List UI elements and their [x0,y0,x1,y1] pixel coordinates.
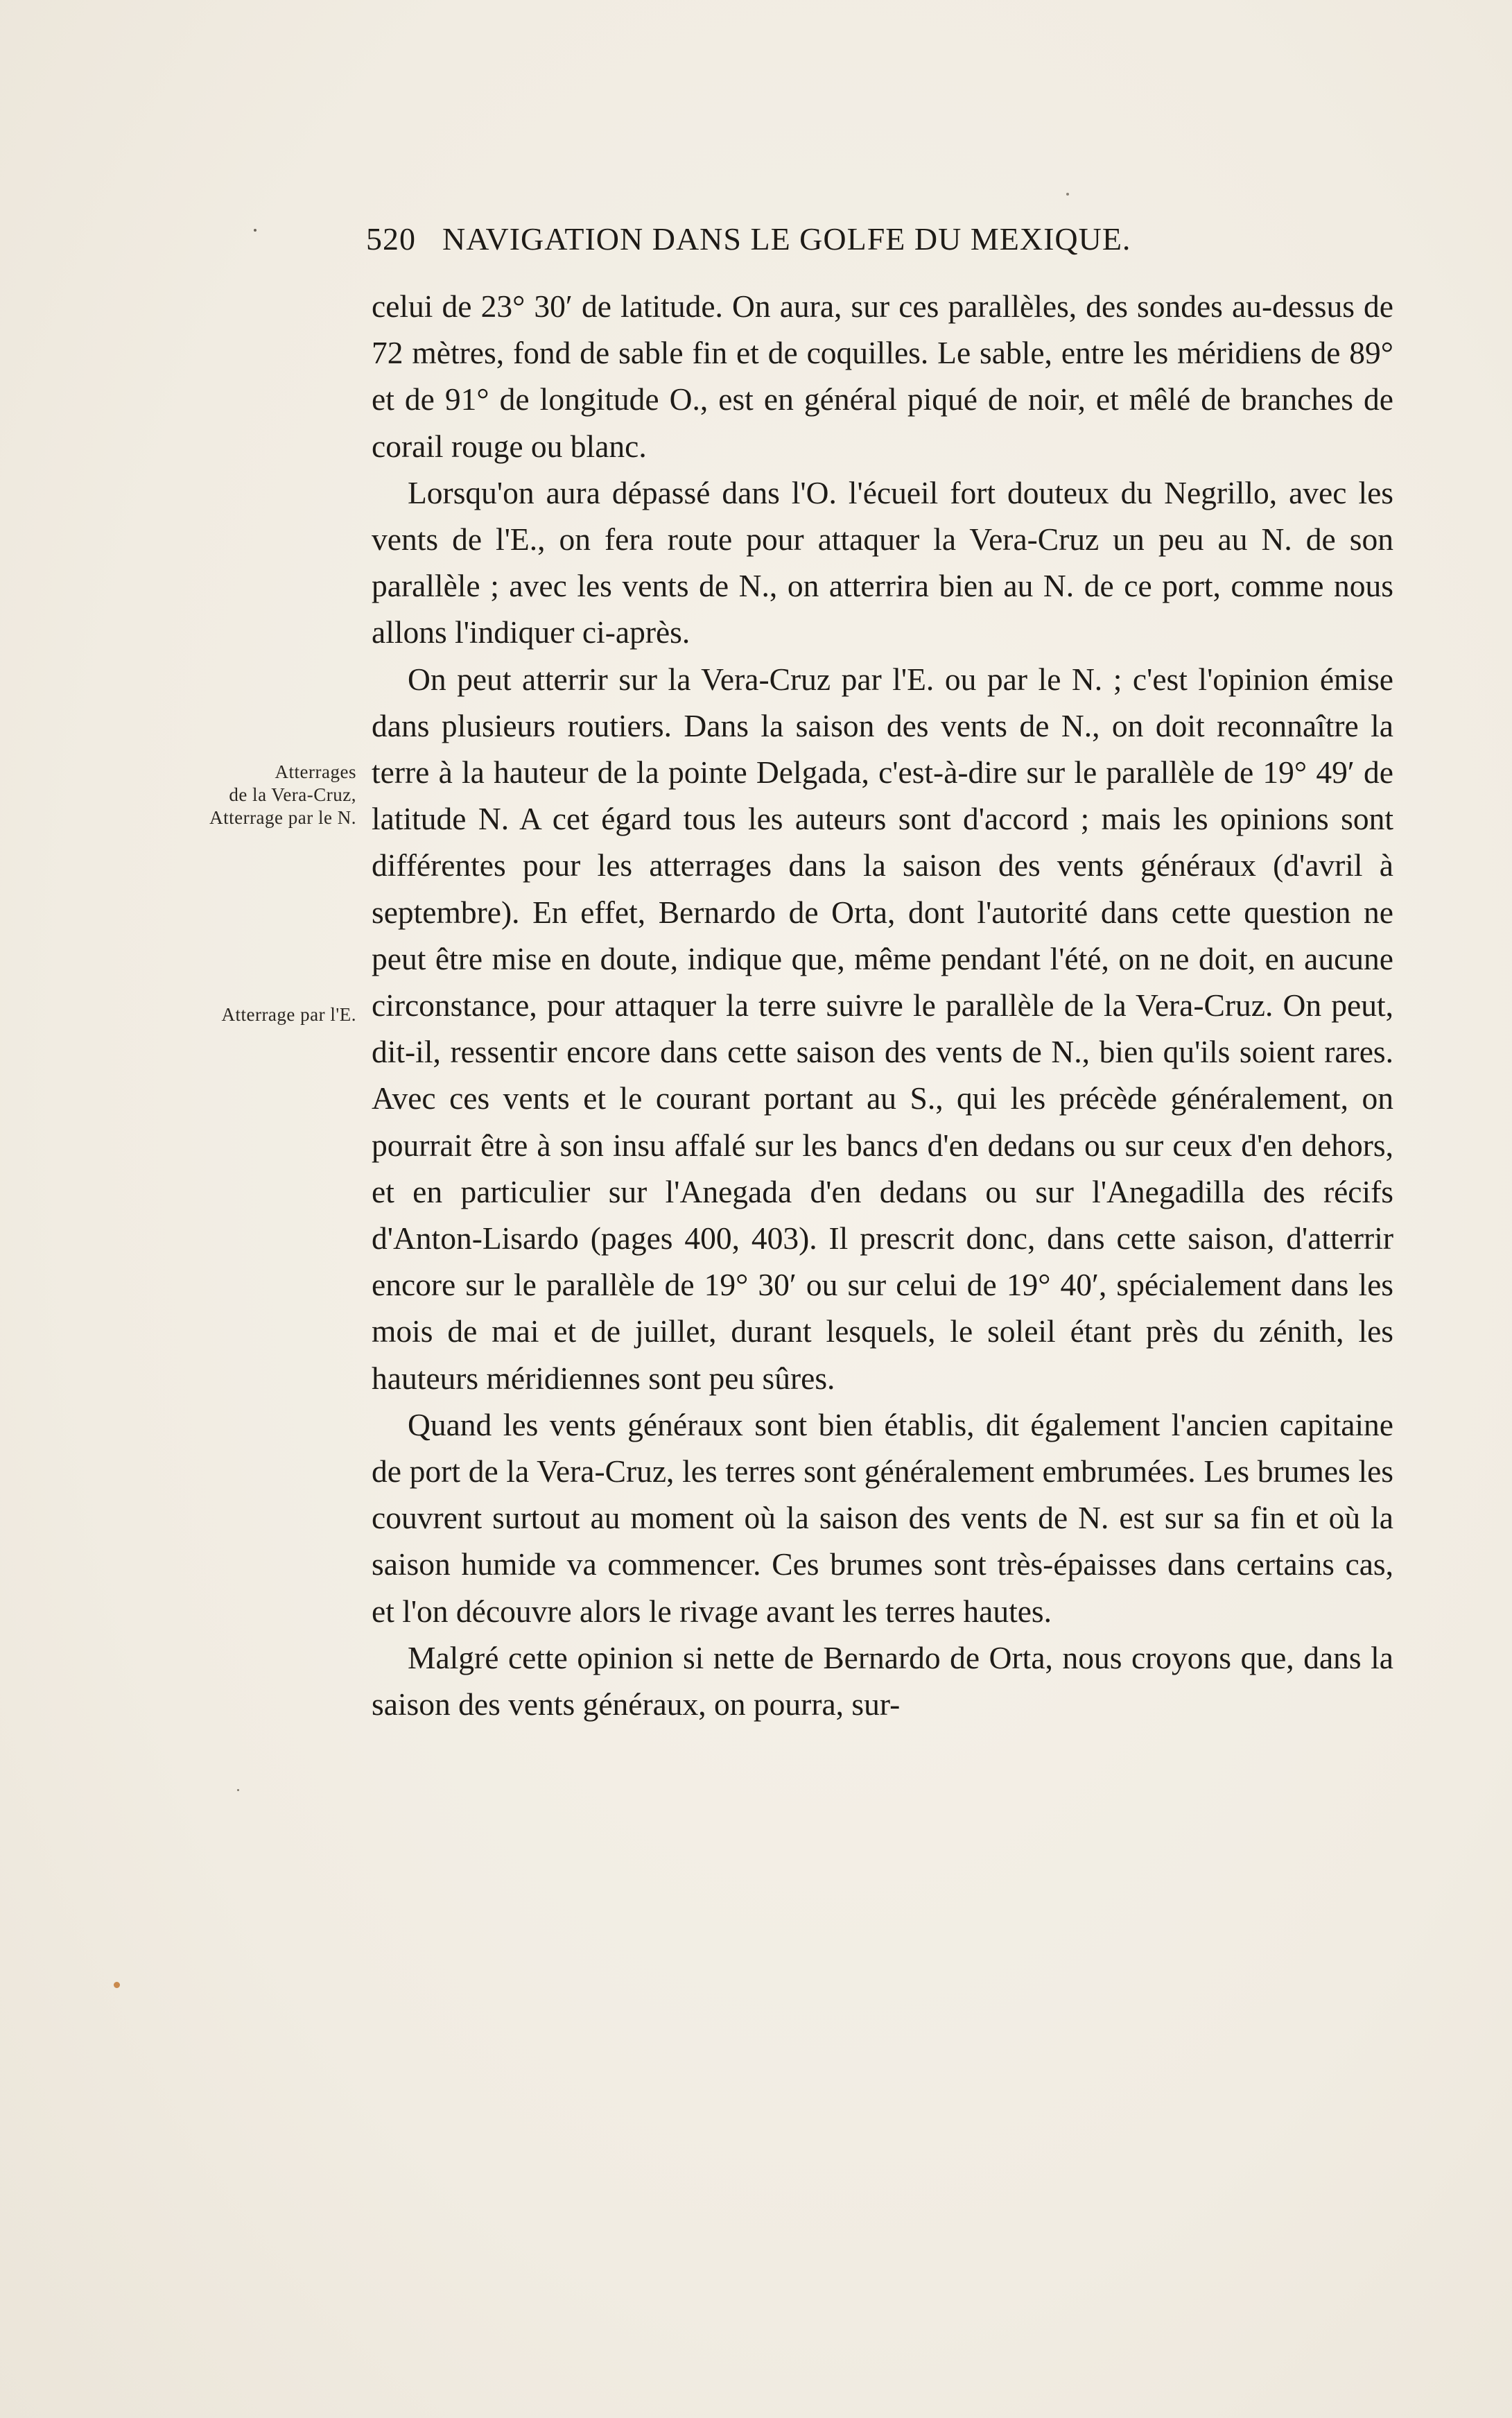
paragraph-5: Malgré cette opinion si nette de Bernardo de Orta, nous croyons que, dans la saison des vents généraux, on pourra, sur- [372,1639,1393,1722]
side-note-line: Atterrages [275,761,356,782]
side-note-atterrages-nord [148,761,356,829]
side-note-line: de la Vera-Cruz, [229,784,356,805]
paper-stain [114,1982,120,1988]
side-note-atterrage-est [148,1003,356,1026]
page-header [366,221,1274,262]
paragraph-3: On peut atterrir sur la Vera-Cruz par l'E. ou par le N. ; c'est l'opinion émise dans plusieurs routiers. Dans la saison des vents de N., on doit reconnaître la terre à la hauteur de la pointe Delgada, c'est-à-dire sur le parallèle de 19° 49′ de latitude N. A cet égard tous les auteurs sont d'accord ; mais les opinions sont différentes pour les atterrages dans la saison des vents généraux (d'avril à septembre). En effet, Bernardo de Orta, dont l'autorité dans cette question ne peut être mise en doute, indique que, même pendant l'été, on ne doit, en aucune circonstance, pour attaquer la terre suivre le parallèle de la Vera-Cruz. On peut, dit-il, ressentir encore dans cette saison des vents de N., bien qu'ils soient rares. Avec ces vents et le courant portant au S., qui les précède généralement, on pourrait être à son insu affalé sur les bancs d'en dedans ou sur ceux d'en dehors, et en particulier sur l'Anegada d'en dedans ou sur l'Anegadilla des récifs d'Anton-Lisardo (pages 400, 403). Il prescrit donc, dans cette saison, d'atterrir encore sur le parallèle de 19° 30′ ou sur celui de 19° 40′, spécialement dans les mois de mai et de juillet, durant lesquels, le soleil étant près du zénith, les hauteurs méridiennes sont peu sûres. [372,661,1393,1396]
paragraph-2: Lorsqu'on aura dépassé dans l'O. l'écueil fort douteux du Negrillo, avec les vents de l'E., on fera route pour attaquer la Vera-Cruz un peu au N. de son parallèle ; avec les vents de N., on atterrira bien au N. de ce port, comme nous allons l'indiquer ci-après. [372,474,1393,650]
side-note-line: Atterrage par le N. [209,807,356,828]
body-text [372,283,1393,1727]
paragraph-4: Quand les vents généraux sont bien établis, dit également l'ancien capitaine de port de la Vera-Cruz, les terres sont généralement embrumées. Les brumes les couvrent surtout au moment où la saison des vents de N. est sur sa fin et où la saison humide va commencer. Ces brumes sont très-épaisses dans certains cas, et l'on découvre alors le rivage avant les terres hautes. [372,1406,1393,1629]
paper-speck [1066,193,1069,196]
paper-speck [254,229,257,232]
paragraph-1: celui de 23° 30′ de latitude. On aura, sur ces parallèles, des sondes au-dessus de 72 mètres, fond de sable fin et de coquilles. Le sable, entre les méridiens de 89° et de 91° de longitude O., est en général piqué de noir, et mêlé de branches de corail rouge ou blanc. [372,288,1393,464]
page-number: 520 [366,221,416,257]
running-title: NAVIGATION DANS LE GOLFE DU MEXIQUE. [442,221,1131,257]
side-note-line: Atterrage par l'E. [221,1004,356,1025]
paper-speck [237,1789,239,1791]
